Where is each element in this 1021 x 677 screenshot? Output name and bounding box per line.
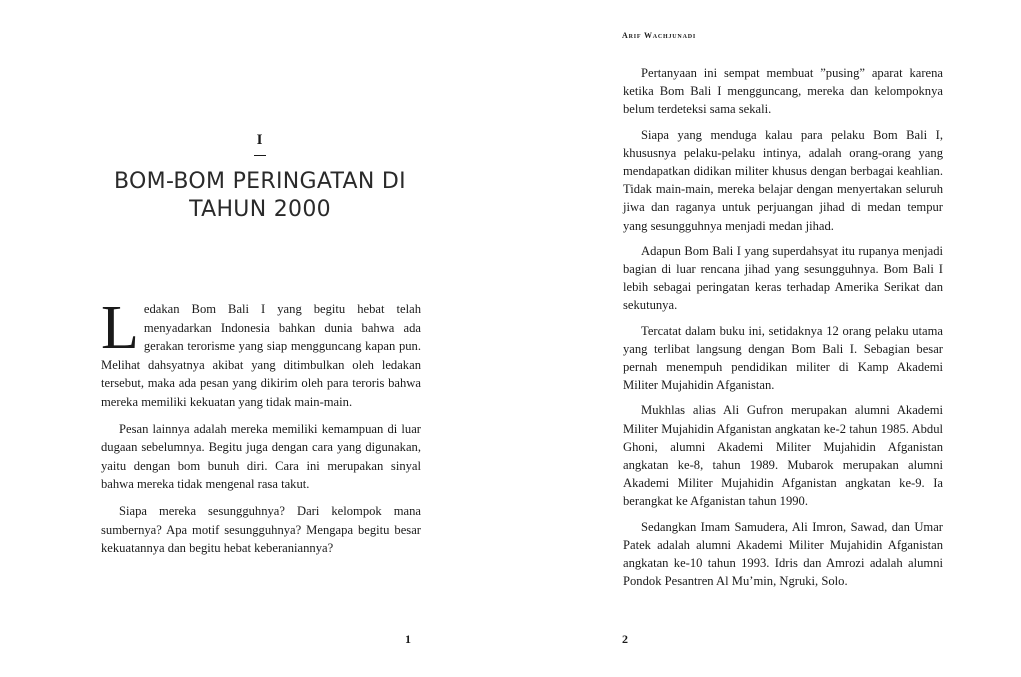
- chapter-title: BOM-BOM PERINGATAN DI TAHUN 2000: [114, 169, 406, 222]
- paragraph-text: edakan Bom Bali I yang begitu hebat telah menyadarkan Indonesia bahkan dunia bahwa ada gerakan terorisme yang siap mengguncang kapan pun. Melihat dahsyatnya akibat yang ditimbulkan oleh ledakan tersebut, maka ada pesan yang dikirim oleh para teroris bahwa mereka memiliki kekuatan yang tidak main-main.: [101, 302, 421, 409]
- paragraph: Siapa mereka sesungguhnya? Dari kelompok mana sumbernya? Apa motif sesungguhnya? Mengapa begitu besar kekuatannya dan begitu hebat keberaniannya?: [101, 503, 421, 556]
- right-body-text: [623, 64, 943, 597]
- right-page: [510, 0, 1021, 677]
- running-head: Arif Wachjunadi: [622, 31, 696, 40]
- left-body-text: [101, 294, 421, 566]
- left-page: [0, 0, 510, 677]
- paragraph: Sedangkan Imam Samudera, Ali Imron, Sawad, dan Umar Patek adalah alumni Akademi Militer Mujahidin Afganistan angkatan ke-10 tahun 1993. Idris dan Amrozi adalah alumni Pondok Pesantren Al Mu’min, Ngruki, Solo.: [623, 519, 943, 589]
- paragraph: Adapun Bom Bali I yang superdahsyat itu rupanya menjadi bagian di luar rencana jihad yang sesungguhnya. Bom Bali I lebih sebagai peringatan keras terhadap Amerika Serikat dan sekutunya.: [623, 243, 943, 313]
- paragraph: Pertanyaan ini sempat membuat ”pusing” aparat karena ketika Bom Bali I mengguncang, mereka dan kelompoknya belum terdeteksi sama sekali.: [623, 66, 943, 117]
- page-number: 2: [622, 632, 628, 646]
- chapter-rule: [254, 155, 266, 156]
- page-number: 1: [405, 632, 411, 646]
- opening-paragraph: [101, 294, 421, 412]
- paragraph: Pesan lainnya adalah mereka memiliki kemampuan di luar dugaan sebelumnya. Begitu juga dengan cara yang digunakan, yaitu dengan bom bunuh diri. Cara ini merupakan sinyal bahwa mereka tidak mengenal rasa takut.: [101, 421, 421, 492]
- chapter-number: I: [256, 132, 264, 148]
- paragraph: Siapa yang menduga kalau para pelaku Bom Bali I, khususnya pelaku-pelaku intinya, adalah orang-orang yang mendapatkan didikan militer khusus dengan berbagai keahlian. Tidak main-main, mereka belajar dengan menyertakan seluruh jiwa dan raganya untuk perjuangan jihad di medan tempur yang sesungguhnya menjadi medan jihad.: [623, 127, 943, 233]
- paragraph: Mukhlas alias Ali Gufron merupakan alumni Akademi Militer Mujahidin Afganistan angkatan ke-2 tahun 1985. Abdul Ghoni, alumni Akademi Militer Mujahidin Afganistan angkatan ke-8, tahun 1989. Mubarok merupakan alumni Akademi Militer Mujahidin Afganistan angkatan ke-9. Ia berangkat ke Afganistan tahun 1990.: [623, 403, 943, 509]
- drop-cap: L: [101, 294, 139, 362]
- paragraph: Tercatat dalam buku ini, setidaknya 12 orang pelaku utama yang terlibat langsung dengan Bom Bali I. Sebagian besar pernah menempuh pendidikan militer di Kamp Akademi Militer Mujahidin Afganistan.: [623, 323, 943, 393]
